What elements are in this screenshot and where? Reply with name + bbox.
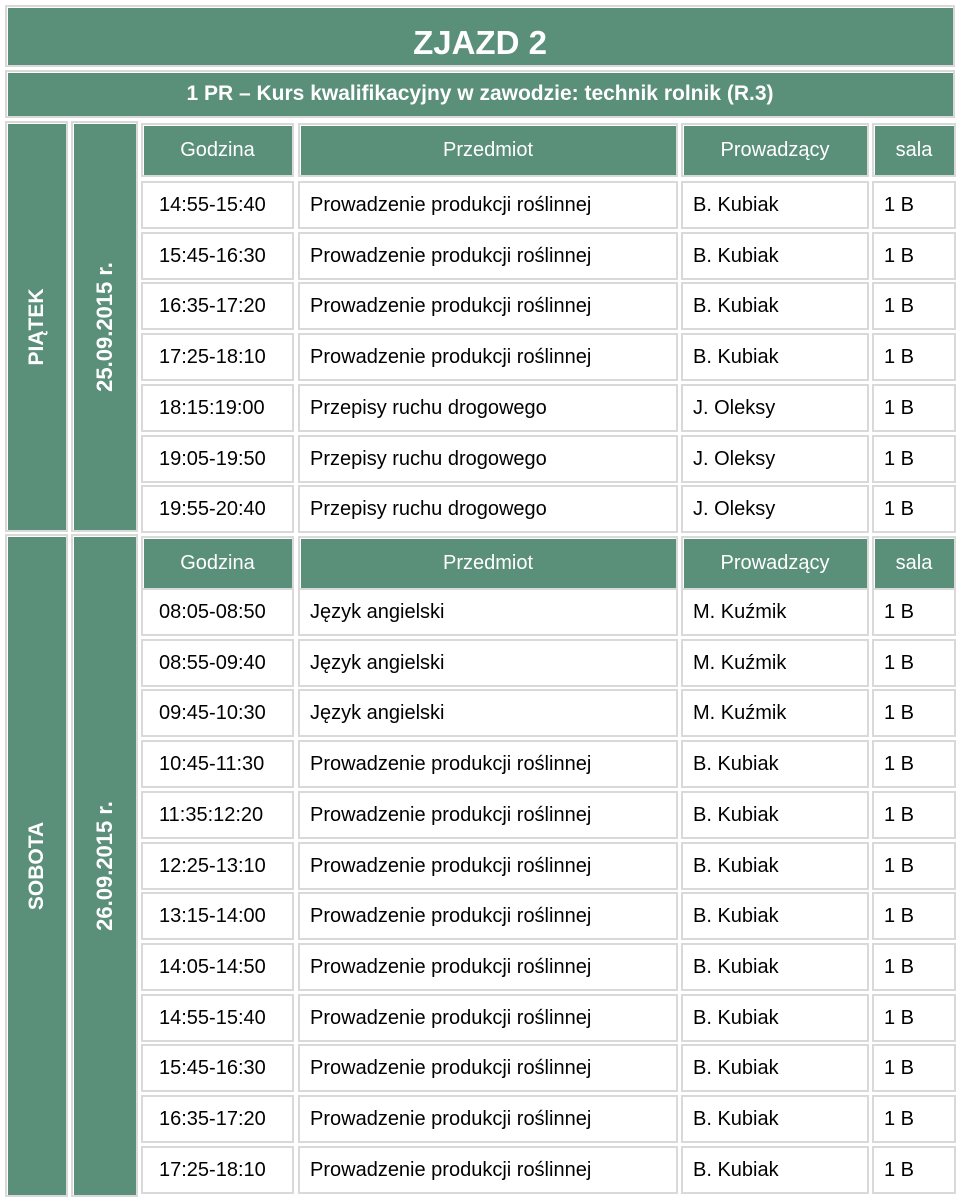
subject-cell: Prowadzenie produkcji roślinnej (298, 232, 678, 280)
day-label-cell (5, 121, 68, 532)
time-cell: 12:25-13:10 (141, 842, 294, 890)
time-cell: 14:55-15:40 (141, 994, 294, 1042)
time-cell: 15:45-16:30 (141, 232, 294, 280)
subject-cell: Prowadzenie produkcji roślinnej (298, 1146, 678, 1194)
teacher-cell: B. Kubiak (681, 740, 869, 788)
time-cell: 16:35-17:20 (141, 1095, 294, 1143)
date-label-cell (71, 534, 138, 1197)
subject-cell: Przepisy ruchu drogowego (298, 485, 678, 533)
teacher-cell: M. Kuźmik (681, 689, 869, 737)
time-cell: 14:05-14:50 (141, 943, 294, 991)
time-cell: 14:55-15:40 (141, 181, 294, 229)
subject-cell: Prowadzenie produkcji roślinnej (298, 181, 678, 229)
teacher-cell: B. Kubiak (681, 282, 869, 330)
subject-cell: Prowadzenie produkcji roślinnej (298, 892, 678, 940)
teacher-cell: B. Kubiak (681, 1146, 869, 1194)
room-cell: 1 B (872, 689, 956, 737)
time-cell: 17:25-18:10 (141, 1146, 294, 1194)
time-cell: 16:35-17:20 (141, 282, 294, 330)
room-cell: 1 B (872, 1146, 956, 1194)
header-room: sala (872, 123, 956, 177)
room-cell: 1 B (872, 333, 956, 381)
room-cell: 1 B (872, 181, 956, 229)
room-cell: 1 B (872, 639, 956, 687)
subject-cell: Prowadzenie produkcji roślinnej (298, 994, 678, 1042)
time-cell: 18:15:19:00 (141, 384, 294, 432)
teacher-cell: B. Kubiak (681, 892, 869, 940)
day-date: 26.09.2015 r. (91, 800, 117, 931)
subject-cell: Prowadzenie produkcji roślinnej (298, 791, 678, 839)
room-cell: 1 B (872, 943, 956, 991)
time-cell: 08:05-08:50 (141, 588, 294, 636)
teacher-cell: J. Oleksy (681, 485, 869, 533)
time-cell: 15:45-16:30 (141, 1044, 294, 1092)
day-date: 25.09.2015 r. (91, 261, 117, 392)
room-cell: 1 B (872, 384, 956, 432)
header-room: sala (872, 536, 956, 590)
subject-cell: Język angielski (298, 588, 678, 636)
subject-cell: Prowadzenie produkcji roślinnej (298, 842, 678, 890)
subject-cell: Prowadzenie produkcji roślinnej (298, 943, 678, 991)
room-cell: 1 B (872, 791, 956, 839)
day-name: SOBOTA (24, 821, 48, 910)
teacher-cell: J. Oleksy (681, 384, 869, 432)
time-cell: 08:55-09:40 (141, 639, 294, 687)
time-cell: 17:25-18:10 (141, 333, 294, 381)
room-cell: 1 B (872, 892, 956, 940)
subject-cell: Prowadzenie produkcji roślinnej (298, 282, 678, 330)
room-cell: 1 B (872, 232, 956, 280)
date-label-cell (71, 121, 138, 532)
room-cell: 1 B (872, 1095, 956, 1143)
time-cell: 11:35:12:20 (141, 791, 294, 839)
subject-cell: Język angielski (298, 639, 678, 687)
time-cell: 19:55-20:40 (141, 485, 294, 533)
subject-cell: Prowadzenie produkcji roślinnej (298, 1095, 678, 1143)
time-cell: 10:45-11:30 (141, 740, 294, 788)
subject-cell: Prowadzenie produkcji roślinnej (298, 333, 678, 381)
teacher-cell: B. Kubiak (681, 791, 869, 839)
day-name: PIĄTEK (24, 287, 48, 366)
day-label-cell (5, 534, 68, 1197)
teacher-cell: B. Kubiak (681, 181, 869, 229)
time-cell: 13:15-14:00 (141, 892, 294, 940)
header-time: Godzina (141, 123, 294, 177)
teacher-cell: M. Kuźmik (681, 639, 869, 687)
header-teacher: Prowadzący (681, 536, 869, 590)
room-cell: 1 B (872, 740, 956, 788)
room-cell: 1 B (872, 282, 956, 330)
header-subject: Przedmiot (298, 123, 678, 177)
room-cell: 1 B (872, 1044, 956, 1092)
header-teacher: Prowadzący (681, 123, 869, 177)
course-subtitle: 1 PR – Kurs kwalifikacyjny w zawodzie: technik rolnik (R.3) (5, 70, 955, 118)
subject-cell: Przepisy ruchu drogowego (298, 435, 678, 483)
teacher-cell: B. Kubiak (681, 333, 869, 381)
subject-cell: Przepisy ruchu drogowego (298, 384, 678, 432)
subject-cell: Język angielski (298, 689, 678, 737)
teacher-cell: M. Kuźmik (681, 588, 869, 636)
header-time: Godzina (141, 536, 294, 590)
room-cell: 1 B (872, 435, 956, 483)
time-cell: 09:45-10:30 (141, 689, 294, 737)
subject-cell: Prowadzenie produkcji roślinnej (298, 1044, 678, 1092)
page-title: ZJAZD 2 (5, 5, 955, 67)
teacher-cell: B. Kubiak (681, 1044, 869, 1092)
time-cell: 19:05-19:50 (141, 435, 294, 483)
teacher-cell: B. Kubiak (681, 842, 869, 890)
teacher-cell: J. Oleksy (681, 435, 869, 483)
room-cell: 1 B (872, 588, 956, 636)
room-cell: 1 B (872, 842, 956, 890)
teacher-cell: B. Kubiak (681, 943, 869, 991)
teacher-cell: B. Kubiak (681, 1095, 869, 1143)
room-cell: 1 B (872, 485, 956, 533)
room-cell: 1 B (872, 994, 956, 1042)
header-subject: Przedmiot (298, 536, 678, 590)
teacher-cell: B. Kubiak (681, 994, 869, 1042)
teacher-cell: B. Kubiak (681, 232, 869, 280)
subject-cell: Prowadzenie produkcji roślinnej (298, 740, 678, 788)
